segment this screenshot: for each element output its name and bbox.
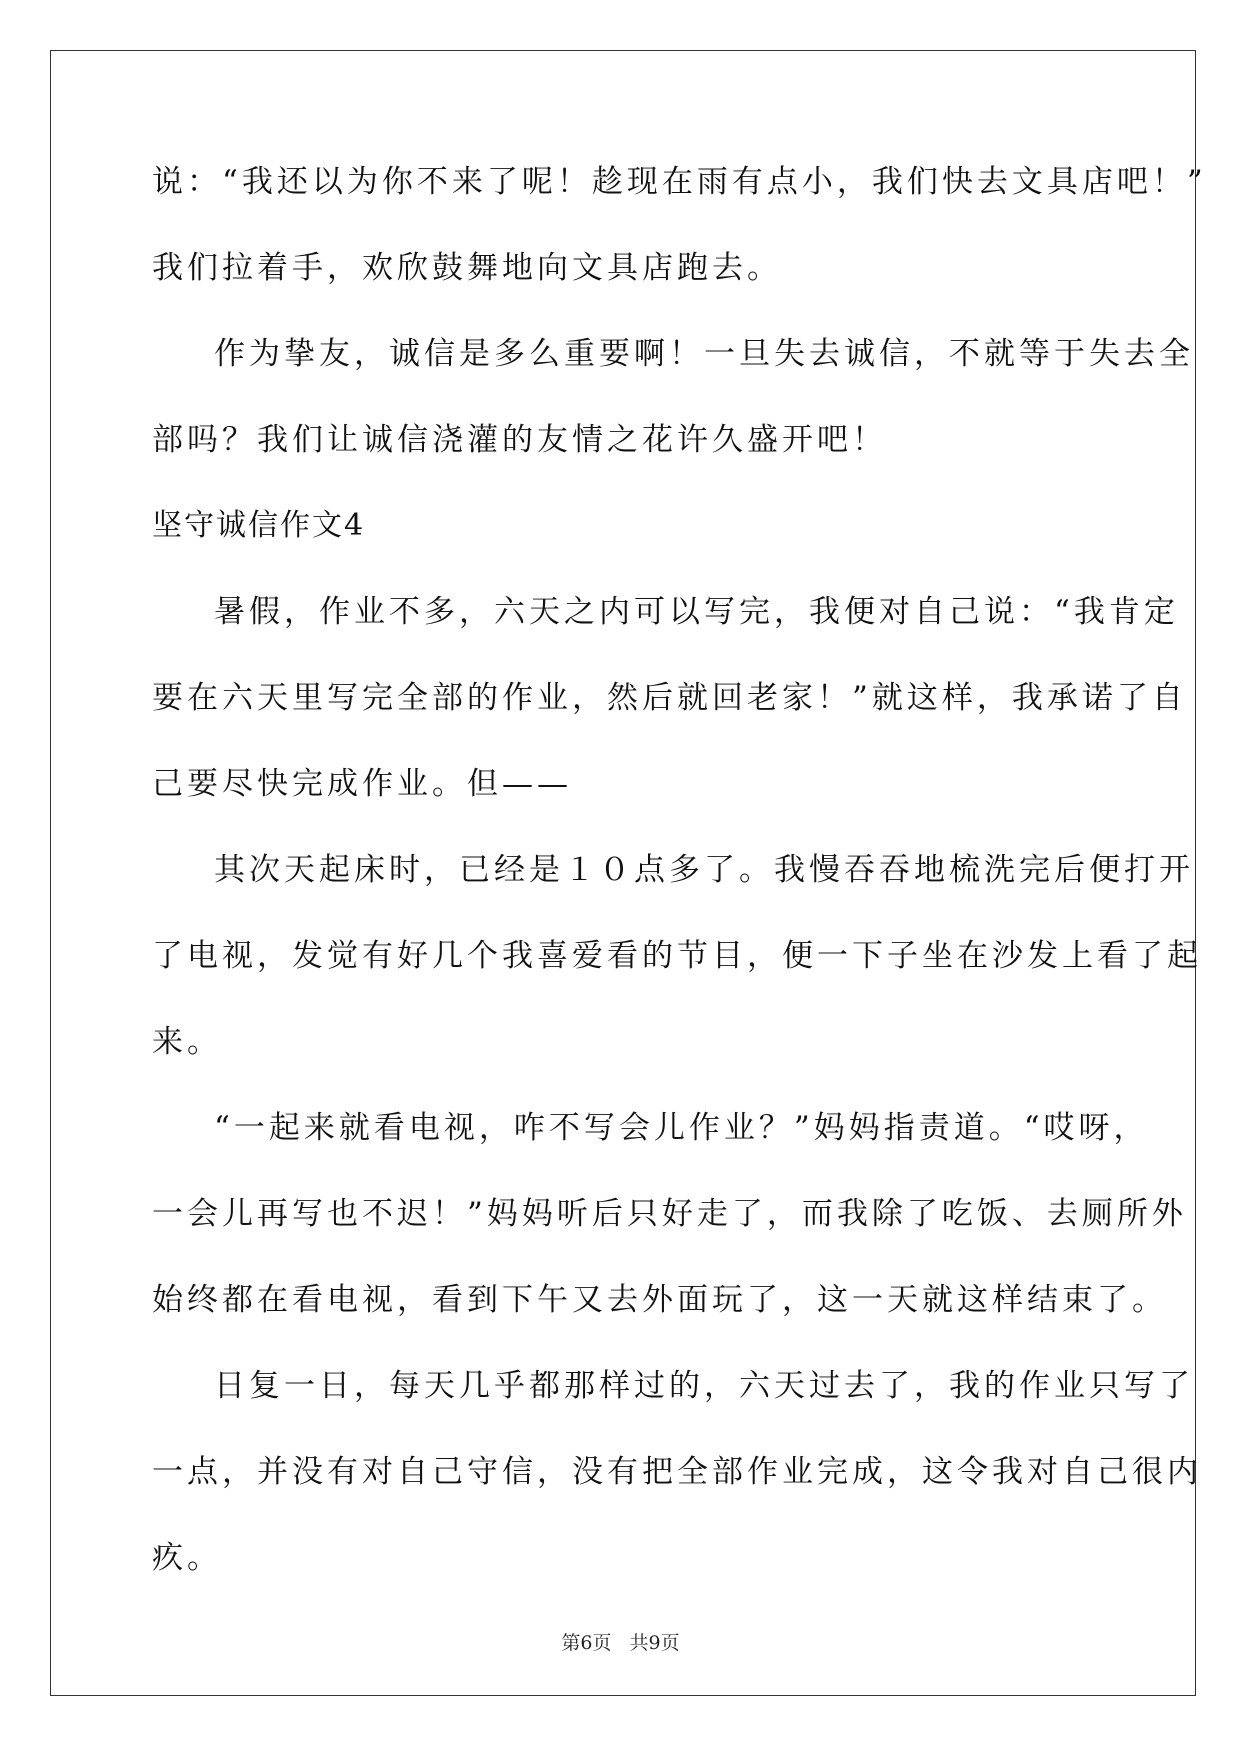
current-page-number: 第6页 xyxy=(561,1632,612,1654)
text-line: 部吗？我们让诚信浇灌的友情之花许久盛开吧！ xyxy=(152,422,887,458)
text-line: “一起来就看电视，咋不写会儿作业？”妈妈指责道。“哎呀， xyxy=(214,1110,1149,1146)
text-line: 疚。 xyxy=(152,1540,222,1576)
text-line: 己要尽快完成作业。但—— xyxy=(152,766,572,802)
text-line: 我们拉着手，欢欣鼓舞地向文具店跑去。 xyxy=(152,250,782,286)
text-line: 说：“我还以为你不来了呢！趁现在雨有点小，我们快去文具店吧！” xyxy=(152,164,1207,200)
text-line: 要在六天里写完全部的作业，然后就回老家！”就这样，我承诺了自 xyxy=(152,680,1187,716)
text-line: 了电视，发觉有好几个我喜爱看的节目，便一下子坐在沙发上看了起 xyxy=(152,938,1202,974)
page-footer xyxy=(0,1628,1241,1655)
text-line: 始终都在看电视，看到下午又去外面玩了，这一天就这样结束了。 xyxy=(152,1282,1167,1318)
text-line: 来。 xyxy=(152,1024,222,1060)
text-line: 作为挚友，诚信是多么重要啊！一旦失去诚信，不就等于失去全 xyxy=(214,336,1194,372)
document-body xyxy=(152,160,1207,1622)
section-heading: 坚守诚信作文4 xyxy=(152,508,366,543)
text-line: 一会儿再写也不迟！”妈妈听后只好走了，而我除了吃饭、去厕所外 xyxy=(152,1196,1187,1232)
text-line: 暑假，作业不多，六天之内可以写完，我便对自己说：“我肯定 xyxy=(214,594,1179,630)
text-line: 一点，并没有对自己守信，没有把全部作业完成，这令我对自己很内 xyxy=(152,1454,1202,1490)
text-line: 日复一日，每天几乎都那样过的，六天过去了，我的作业只写了 xyxy=(214,1368,1194,1404)
text-line: 其次天起床时，已经是１０点多了。我慢吞吞地梳洗完后便打开 xyxy=(214,852,1194,888)
total-page-count: 共9页 xyxy=(629,1632,680,1654)
